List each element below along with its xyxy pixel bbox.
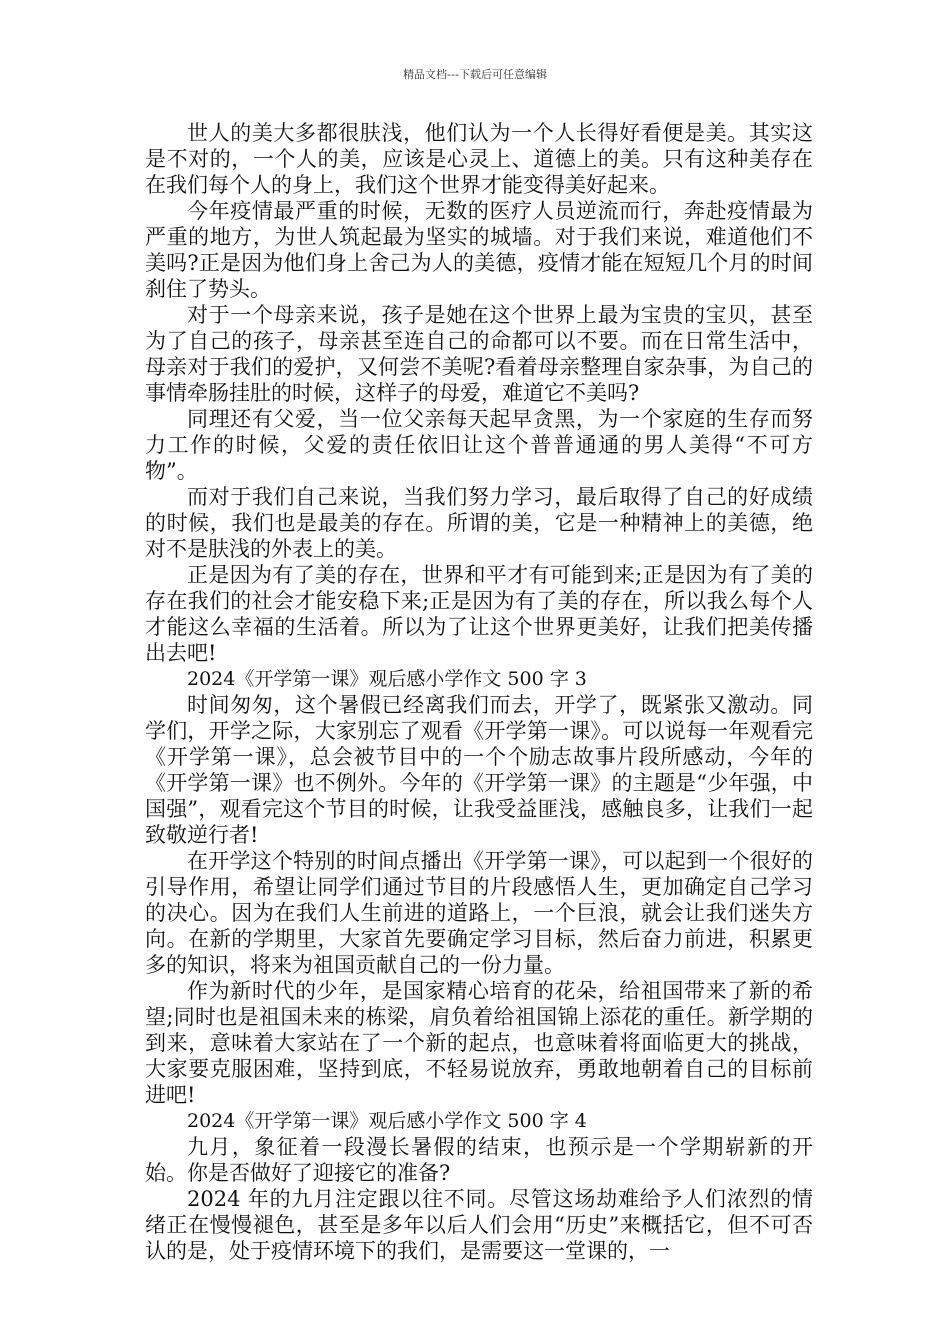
paragraph: 世人的美大多都很肤浅，他们认为一个人长得好看便是美。其实这是不对的，一个人的美，应该是心灵上、道德上的美。只有这种美存在在我们每个人的身上，我们这个世界才能变得美好起来。: [145, 121, 813, 197]
paragraph: 作为新时代的少年，是国家精心培育的花朵，给祖国带来了新的希望;同时也是祖国未来的栋梁，肩负着给祖国锦上添花的重任。新学期的到来，意味着大家站在了一个新的起点，也意味着将面临更大的挑战，大家要克服困难，坚持到底，不轻易说放弃，勇敢地朝着自己的目标前进吧!: [145, 979, 813, 1107]
paragraph: 正是因为有了美的存在，世界和平才有可能到来;正是因为有了美的存在我们的社会才能安稳下来;正是因为有了美的存在，所以我么每个人才能这么幸福的生活着。所以为了让这个世界更美好，让我们把美传播出去吧!: [145, 563, 813, 665]
document-body: [145, 120, 813, 1264]
paragraph: 同理还有父爱，当一位父亲每天起早贪黑，为一个家庭的生存而努力工作的时候，父爱的责任依旧让这个普普通通的男人美得“不可方物”。: [145, 407, 813, 483]
paragraph: 而对于我们自己来说，当我们努力学习，最后取得了自己的好成绩的时候，我们也是最美的存在。所谓的美，它是一种精神上的美德，绝对不是肤浅的外表上的美。: [145, 485, 813, 561]
page-header: 精品文档---下载后可任意编辑: [403, 68, 547, 81]
section-heading: 2024《开学第一课》观后感小学作文 500 字 4: [187, 1110, 587, 1132]
paragraph: 对于一个母亲来说，孩子是她在这个世界上最为宝贵的宝贝，甚至为了自己的孩子，母亲甚至连自己的命都可以不要。而在日常生活中，母亲对于我们的爱护，又何尝不美呢?看着母亲整理自家杂事，为自己的事情牵肠挂肚的时候，这样子的母爱，难道它不美吗?: [145, 303, 813, 405]
paragraph: 在开学这个特别的时间点播出《开学第一课》，可以起到一个很好的引导作用，希望让同学们通过节目的片段感悟人生，更加确定自己学习的决心。因为在我们人生前进的道路上，一个巨浪，就会让我们迷失方向。在新的学期里，大家首先要确定学习目标，然后奋力前进，积累更多的知识，将来为祖国贡献自己的一份力量。: [145, 849, 813, 977]
paragraph: 九月，象征着一段漫长暑假的结束，也预示是一个学期崭新的开始。你是否做好了迎接它的准备?: [145, 1135, 813, 1185]
paragraph: 今年疫情最严重的时候，无数的医疗人员逆流而行，奔赴疫情最为严重的地方，为世人筑起最为坚实的城墙。对于我们来说，难道他们不美吗?正是因为他们身上舍己为人的美德，疫情才能在短短几个月的时间刹住了势头。: [145, 199, 813, 301]
section-heading: 2024《开学第一课》观后感小学作文 500 字 3: [187, 668, 587, 690]
paragraph: 时间匆匆，这个暑假已经离我们而去，开学了，既紧张又激动。同学们，开学之际，大家别忘了观看《开学第一课》。可以说每一年观看完《开学第一课》，总会被节目中的一个个励志故事片段所感动，今年的《开学第一课》也不例外。今年的《开学第一课》的主题是“少年强，中国强”，观看完这个节目的时候，让我受益匪浅，感触良多，让我们一起致敬逆行者!: [145, 693, 813, 847]
paragraph: 2024 年的九月注定跟以往不同。尽管这场劫难给予人们浓烈的情绪正在慢慢褪色，甚至是多年以后人们会用“历史”来概括它，但不可否认的是，处于疫情环境下的我们，是需要这一堂课的，一: [145, 1187, 813, 1263]
